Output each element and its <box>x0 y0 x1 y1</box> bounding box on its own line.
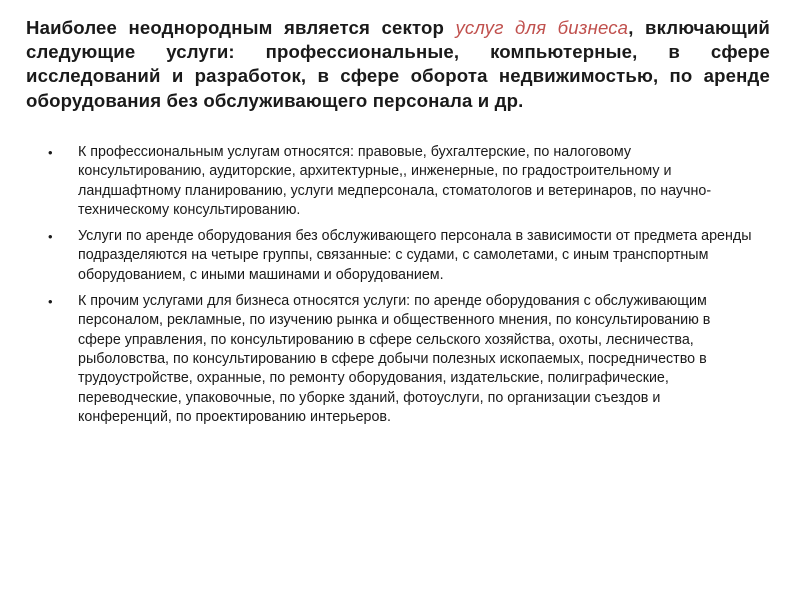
bullet-text: К прочим услугами для бизнеса относятся услуги: по аренде оборудования с обслуживающим персоналом, рекламные, по изучению рынка и общественного мнения, по консультированию в сфере управления, по консультированию в сфере сельского хозяйства, охоты, лесничества, рыболовства, по консультированию в сфере добычи полезных ископаемых, посредничество в трудоустройстве, охранные, по ремонту оборудования, издательские, полиграфические, переводческие, упаковочные, по уборке зданий, фотоуслуги, по организации съездов и конференций, по проектированию интерьеров. <box>78 293 711 425</box>
bullet-list <box>0 143 800 434</box>
bullet-dot-icon: • <box>48 145 53 160</box>
bullet-dot-icon: • <box>48 229 53 245</box>
heading-accent: услуг для бизнеса <box>455 17 629 38</box>
bullet-item <box>0 227 800 285</box>
heading-lead: Наиболее неоднородным является сектор <box>26 17 456 38</box>
slide-heading <box>26 16 770 113</box>
bullet-text: Услуги по аренде оборудования без обслуживающего персонала в зависимости от предмета аренды подразделяются на четыре группы, связанные: с судами, с самолетами, с иным транспортным оборудованием, с иными машинами и оборудованием. <box>78 228 752 283</box>
bullet-text: К профессиональным услугам относятся: правовые, бухгалтерские, по налоговому консультированию, аудиторские, архитектурные,, инженерные, по градостроительному и ландшафтному планированию, услуги медперсонала, стоматологов и ветеринаров, по научно-техническому консультированию. <box>78 144 712 218</box>
heading-tail: , включающий следующие услуги: профессиональные, компьютерные, в сфере исследований и разработок, в сфере оборота недвижимостью, по аренде оборудования без обслуживающего персонала и др. <box>26 17 770 111</box>
bullet-item <box>0 143 800 220</box>
bullet-dot-icon: • <box>48 294 53 310</box>
bullet-item <box>0 292 800 427</box>
